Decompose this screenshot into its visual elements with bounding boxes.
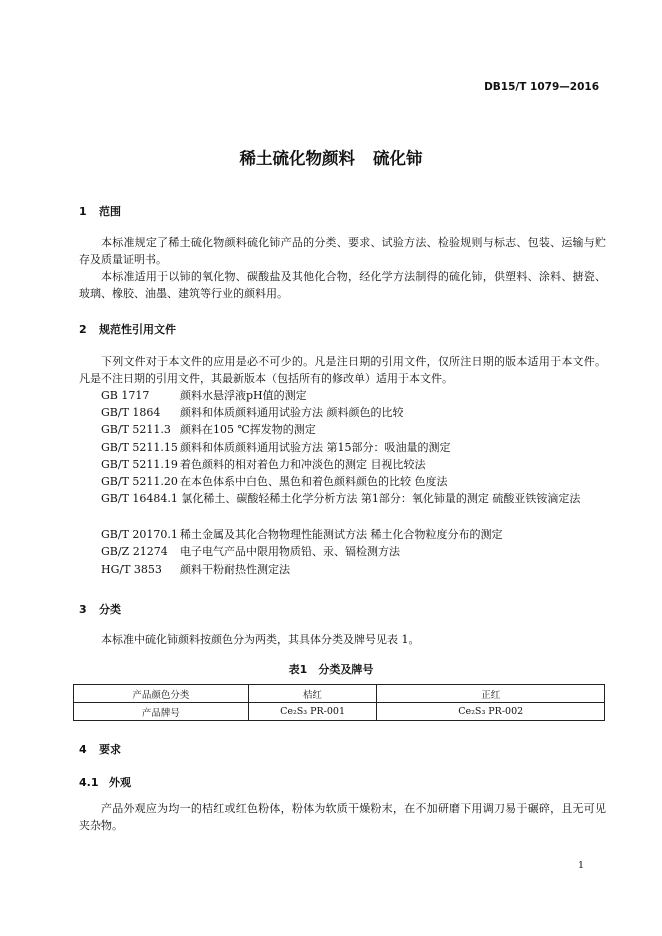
reference-title: 颜料在105 ℃挥发物的测定	[180, 423, 316, 436]
section-title: 范围	[99, 205, 121, 218]
section-2-heading	[79, 321, 176, 337]
reference-item	[79, 490, 606, 507]
section-4-heading	[79, 741, 121, 757]
reference-item	[101, 561, 290, 578]
reference-code: GB/T 5211.3	[101, 423, 171, 436]
section-title: 规范性引用文件	[99, 323, 176, 336]
reference-title: 稀土金属及其化合物物理性能测试方法 稀土化合物粒度分布的测定	[180, 528, 503, 541]
page-number: 1	[577, 860, 584, 871]
reference-code: GB/T 20170.1	[101, 528, 178, 541]
reference-title: 颜料干粉耐热性测定法	[180, 563, 290, 576]
section-number: 4.1	[79, 776, 99, 789]
section-4-1-paragraph: 产品外观应为均一的桔红或红色粉体，粉体为软质干燥粉末，在不加研磨下用调刀易于碾碎，且无可见夹杂物。	[79, 802, 606, 832]
document-title	[0, 145, 662, 169]
section-4-1-heading	[79, 774, 131, 790]
reference-item	[101, 543, 400, 560]
reference-item	[101, 439, 451, 456]
section-number: 2	[79, 323, 87, 336]
reference-title: 电子电气产品中限用物质铅、汞、镉检测方法	[180, 545, 400, 558]
reference-code: GB 1717	[101, 389, 150, 402]
table-cell: 产品牌号	[74, 703, 249, 721]
table-cell: 正红	[377, 685, 605, 703]
classification-table	[73, 684, 605, 721]
reference-code: GB/T 5211.19	[101, 458, 178, 471]
reference-item	[101, 404, 404, 421]
reference-title: 颜料和体质颜料通用试验方法 第15部分：吸油量的测定	[180, 441, 451, 454]
table-cell: 产品颜色分类	[74, 685, 249, 703]
section-3-paragraph: 本标准中硫化铈颜料按颜色分为两类，其具体分类及牌号见表 1。	[101, 633, 420, 646]
reference-item	[101, 421, 316, 438]
reference-item	[101, 387, 307, 404]
reference-title: 氯化稀土、碳酸轻稀土化学分析方法 第1部分：氧化铈量的测定 硫酸亚铁铵滴定法	[181, 492, 581, 505]
reference-item	[101, 473, 448, 490]
reference-code: GB/T 16484.1	[101, 492, 178, 505]
section-title: 外观	[109, 776, 131, 789]
title-sub: 硫化铈	[373, 149, 423, 168]
reference-code: GB/T 5211.15	[101, 441, 178, 454]
reference-item	[101, 456, 426, 473]
reference-code: GB/T 5211.20	[101, 475, 178, 488]
reference-title: 着色颜料的相对着色力和冲淡色的测定 目视比较法	[180, 458, 426, 471]
table-cell: Ce₂S₃ PR-001	[248, 703, 377, 721]
reference-title: 颜料水悬浮液pH值的测定	[180, 389, 307, 402]
section-1-paragraph-2: 本标准适用于以铈的氧化物、碳酸盐及其他化合物，经化学方法制得的硫化铈，供塑料、涂料、搪瓷、玻璃、橡胶、油墨、建筑等行业的颜料用。	[79, 270, 606, 300]
table-cell: 桔红	[248, 685, 377, 703]
section-number: 3	[79, 603, 87, 616]
reference-title: 在本色体系中白色、黑色和着色颜料颜色的比较 色度法	[180, 475, 448, 488]
standard-number: DB15/T 1079—2016	[484, 81, 599, 93]
reference-title: 颜料和体质颜料通用试验方法 颜料颜色的比较	[180, 406, 404, 419]
reference-code: GB/Z 21274	[101, 545, 168, 558]
table-caption: 表1 分类及牌号	[288, 663, 374, 676]
section-2-intro: 下列文件对于本文件的应用是必不可少的。凡是注日期的引用文件，仅所注日期的版本适用于本文件。凡是不注日期的引用文件，其最新版本（包括所有的修改单）适用于本文件。	[79, 355, 606, 385]
reference-code: GB/T 1864	[101, 406, 161, 419]
section-1-paragraph-1: 本标准规定了稀土硫化物颜料硫化铈产品的分类、要求、试验方法、检验规则与标志、包装、运输与贮存及质量证明书。	[79, 236, 606, 266]
reference-code: HG/T 3853	[101, 563, 162, 576]
table-cell: Ce₂S₃ PR-002	[377, 703, 605, 721]
section-1-heading	[79, 203, 121, 219]
title-main: 稀土硫化物颜料	[239, 149, 355, 168]
section-number: 1	[79, 205, 87, 218]
section-title: 分类	[99, 603, 121, 616]
section-number: 4	[79, 743, 87, 756]
section-3-heading	[79, 601, 121, 617]
table-row	[74, 703, 605, 721]
reference-item	[101, 526, 503, 543]
table-row	[74, 685, 605, 703]
section-title: 要求	[99, 743, 121, 756]
